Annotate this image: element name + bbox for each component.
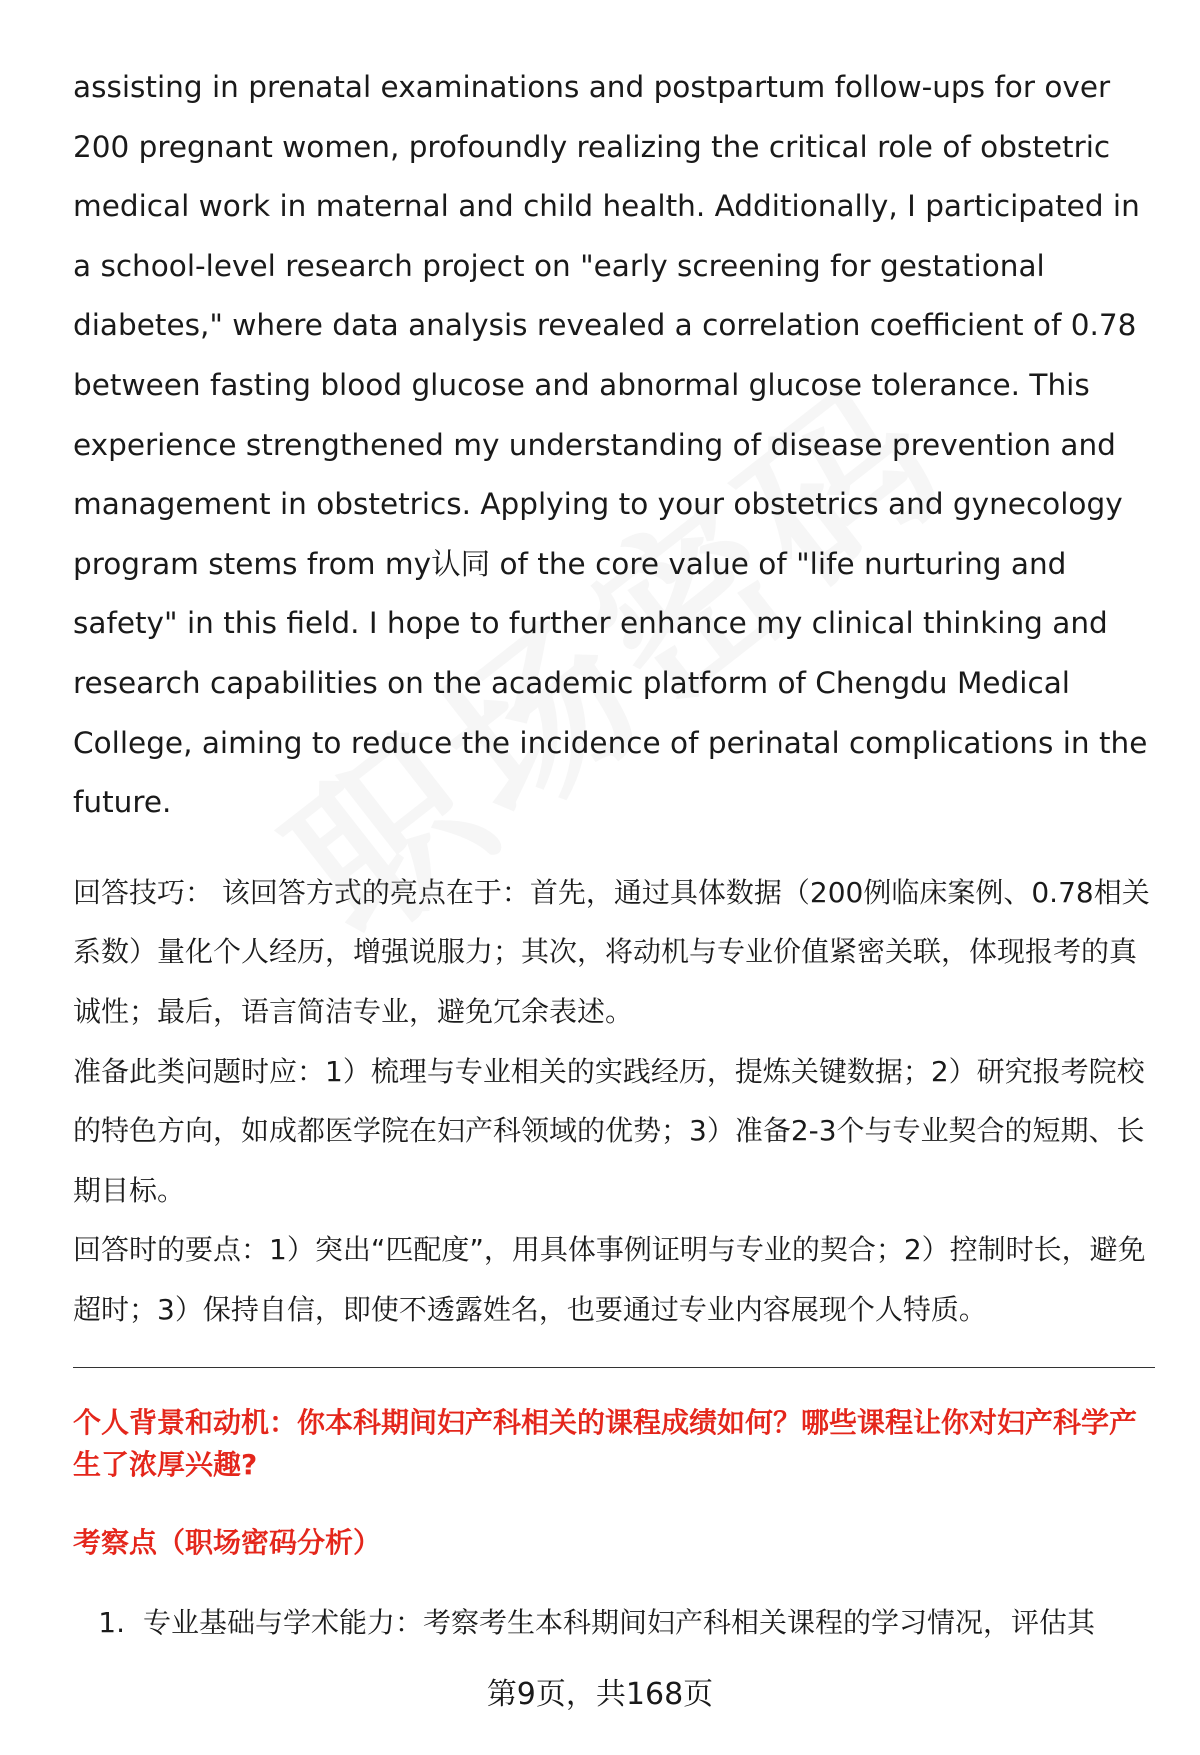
- key-points-paragraph: 回答时的要点：1）突出“匹配度”，用具体事例证明与专业的契合；2）控制时长，避免超时；3）保持自信，即使不透露姓名，也要通过专业内容展现个人特质。: [73, 1233, 1146, 1326]
- question-heading: 个人背景和动机：你本科期间妇产科相关的课程成绩如何？哪些课程让你对妇产科学产生了浓厚兴趣?: [73, 1406, 1138, 1482]
- answer-tips-section: [73, 863, 1158, 1340]
- page-footer: 第9页，共168页: [486, 1677, 714, 1712]
- exam-points-list: [73, 1602, 1158, 1644]
- intro-paragraph: assisting in prenatal examinations and postpartum follow-ups for over 200 pregnant women, profoundly realizing the critical role of obstetric medical work in maternal and child health. Additionally, I participated in a school-level research project on "early screening for gestational diabetes," where data analysis revealed a correlation coefficient of 0.78 between fasting blood glucose and abnormal glucose tolerance. This experience strengthened my understanding of disease prevention and management in obstetrics. Applying to your obstetrics and gynecology program stems from my认同 of the core value of "life nurturing and safety" in this field. I hope to further enhance my clinical thinking and research capabilities on the academic platform of Chengdu Medical College, aiming to reduce the incidence of perinatal complications in the future.: [73, 70, 1148, 820]
- list-item: [73, 1602, 1158, 1644]
- exam-points-heading: 考察点（职场密码分析）: [73, 1526, 382, 1560]
- answer-skill-paragraph: 回答技巧： 该回答方式的亮点在于：首先，通过具体数据（200例临床案例、0.78相关系数）量化个人经历，增强说服力；其次，将动机与专业价值紧密关联，体现报考的真诚性；最后，语言简洁专业，避免冗余表述。: [73, 875, 1150, 1028]
- list-item-number: 1.: [98, 1606, 125, 1640]
- preparation-paragraph: 准备此类问题时应：1）梳理与专业相关的实践经历，提炼关键数据；2）研究报考院校的特色方向，如成都医学院在妇产科领域的优势；3）准备2-3个与专业契合的短期、长期目标。: [73, 1054, 1145, 1207]
- section-divider: [73, 1367, 1155, 1368]
- page-content: [73, 58, 1158, 1644]
- list-item-text: 专业基础与学术能力：考察考生本科期间妇产科相关课程的学习情况，评估其: [143, 1606, 1096, 1640]
